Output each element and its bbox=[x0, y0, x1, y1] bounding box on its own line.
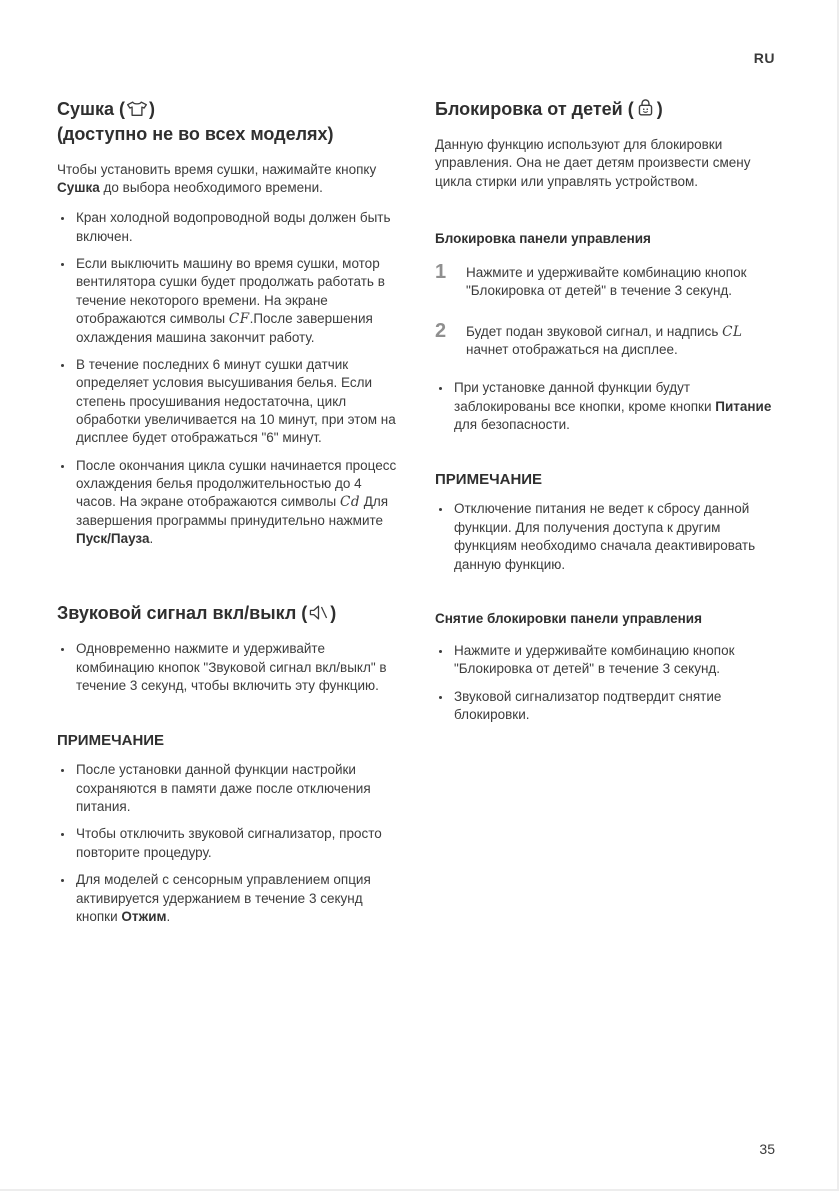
text-run: Чтобы установить время сушки, нажимайте кнопку bbox=[57, 161, 377, 177]
section-gap bbox=[57, 557, 403, 601]
text-run: Для моделей с сенсорным управлением опция активируется удержанием в течение 3 секунд кнопки bbox=[76, 872, 371, 924]
section-title-drying bbox=[57, 97, 403, 147]
step-text: Нажмите и удерживайте комбинацию кнопок "Блокировка от детей" в течение 3 секунд. bbox=[466, 264, 747, 299]
text-run: После окончания цикла сушки начинается процесс охлаждения белья продолжительностью до 4 часов. На экране отображаются символы bbox=[76, 457, 397, 510]
display-code-cd: Cd bbox=[340, 494, 360, 511]
text-run: После установки данной функции настройки сохраняются в памяти даже после отключения питания. bbox=[76, 762, 371, 815]
text-run: Для завершения программы принудительно нажмите bbox=[76, 494, 389, 528]
title-subtext: (доступно не во всех моделях) bbox=[57, 123, 334, 144]
section-gap bbox=[435, 203, 785, 231]
list-item bbox=[74, 825, 403, 862]
text-run: Отключение питания не ведет к сбросу данной функции. Для получения доступа к другим функциям необходимо сначала деактивировать данную функцию. bbox=[454, 501, 756, 572]
title-text: ) bbox=[330, 603, 337, 624]
text-run: .После завершения охлаждения машина закончит работу. bbox=[76, 311, 373, 345]
language-code: RU bbox=[753, 50, 775, 66]
section-title-beeper bbox=[57, 601, 403, 626]
bold-run: Отжим bbox=[121, 908, 167, 924]
step-number: 2 bbox=[435, 319, 447, 342]
list-item bbox=[74, 209, 403, 246]
sound-off-icon bbox=[308, 604, 329, 621]
section-gap bbox=[57, 704, 403, 732]
drying-icon bbox=[126, 100, 148, 117]
text-run: При установке данной функции будут заблокированы все кнопки, кроме кнопки bbox=[454, 380, 716, 414]
list-item bbox=[452, 642, 785, 679]
list-item bbox=[74, 871, 403, 926]
beeper-bullet-list bbox=[57, 640, 403, 695]
title-text: Звуковой сигнал вкл/выкл ( bbox=[57, 603, 308, 624]
step-number: 1 bbox=[435, 260, 447, 283]
list-item bbox=[74, 457, 403, 549]
text-run: . bbox=[166, 908, 171, 924]
note-bullet-list bbox=[57, 761, 403, 926]
bold-run: Питание bbox=[715, 398, 772, 414]
title-text: ) bbox=[149, 99, 156, 119]
text-run: для безопасности. bbox=[454, 417, 570, 433]
section-gap bbox=[435, 583, 785, 611]
note-heading: ПРИМЕЧАНИЕ bbox=[57, 732, 165, 750]
text-run: Звуковой сигнализатор подтвердит снятие блокировки. bbox=[454, 688, 722, 722]
text-run: Кран холодной водопроводной воды должен быть включен. bbox=[76, 210, 391, 244]
text-run: до выбора необходимого времени. bbox=[99, 180, 323, 196]
right-column bbox=[435, 97, 785, 935]
text-run: начнет отображаться на дисплее. bbox=[466, 341, 678, 357]
page-number: 35 bbox=[759, 1141, 775, 1157]
content-columns bbox=[57, 97, 785, 935]
step-1 bbox=[435, 262, 785, 301]
bold-run: Пуск/Пауза bbox=[76, 531, 150, 547]
list-item bbox=[74, 255, 403, 347]
unlock-bullet-list bbox=[435, 642, 785, 724]
section-gap bbox=[435, 443, 785, 471]
text-run: Чтобы отключить звуковой сигнализатор, просто повторите процедуру. bbox=[76, 826, 382, 860]
list-item bbox=[452, 500, 785, 573]
note-bullet-list bbox=[435, 500, 785, 573]
drying-bullet-list bbox=[57, 209, 403, 548]
text-run: . bbox=[149, 531, 154, 547]
title-text: ) bbox=[656, 99, 663, 119]
step-2 bbox=[435, 321, 785, 360]
list-item bbox=[452, 379, 785, 434]
drying-intro-paragraph bbox=[57, 161, 403, 198]
title-text: Блокировка от детей ( bbox=[435, 99, 634, 119]
display-code-cf: CF bbox=[228, 311, 250, 328]
text-run: Одновременно нажмите и удерживайте комбинацию кнопок "Звуковой сигнал вкл/выкл" в течение 3 секунд, чтобы включить эту функцию. bbox=[76, 641, 387, 694]
list-item bbox=[74, 356, 403, 448]
section-title-childlock bbox=[435, 97, 785, 122]
title-text: Сушка ( bbox=[57, 99, 126, 119]
subheading-lock-panel: Блокировка панели управления bbox=[435, 230, 651, 246]
step-text bbox=[466, 321, 785, 360]
left-column bbox=[57, 97, 403, 935]
list-item bbox=[452, 688, 785, 725]
text-run: Будет подан звуковой сигнал, и надпись bbox=[466, 323, 723, 339]
text-run: Нажмите и удерживайте комбинацию кнопок "Блокировка от детей" в течение 3 секунд. bbox=[454, 642, 735, 677]
subheading-unlock-panel: Снятие блокировки панели управления bbox=[435, 610, 702, 626]
child-lock-icon bbox=[635, 98, 656, 117]
display-code-cl: CL bbox=[722, 323, 743, 340]
text-run: Если выключить машину во время сушки, мотор вентилятора сушки будет продолжать работать в течение некоторого времени. На экране отображаются символы bbox=[76, 256, 385, 327]
list-item bbox=[74, 640, 403, 695]
note-heading: ПРИМЕЧАНИЕ bbox=[435, 471, 543, 489]
childlock-intro-paragraph: Данную функцию используют для блокировки управления. Она не дает детям произвести смену цикла стирки или управлять устройством. bbox=[435, 136, 751, 189]
childlock-bullet-list bbox=[435, 379, 785, 434]
bold-run: Сушка bbox=[57, 180, 100, 196]
text-run: В течение последних 6 минут сушки датчик определяет условия высушивания белья. Если степень просушивания недостаточна, цикл обработки увеличивается на 10 минут, при этом на дисплее будет отображаться "6" минут. bbox=[76, 356, 396, 446]
list-item bbox=[74, 761, 403, 816]
